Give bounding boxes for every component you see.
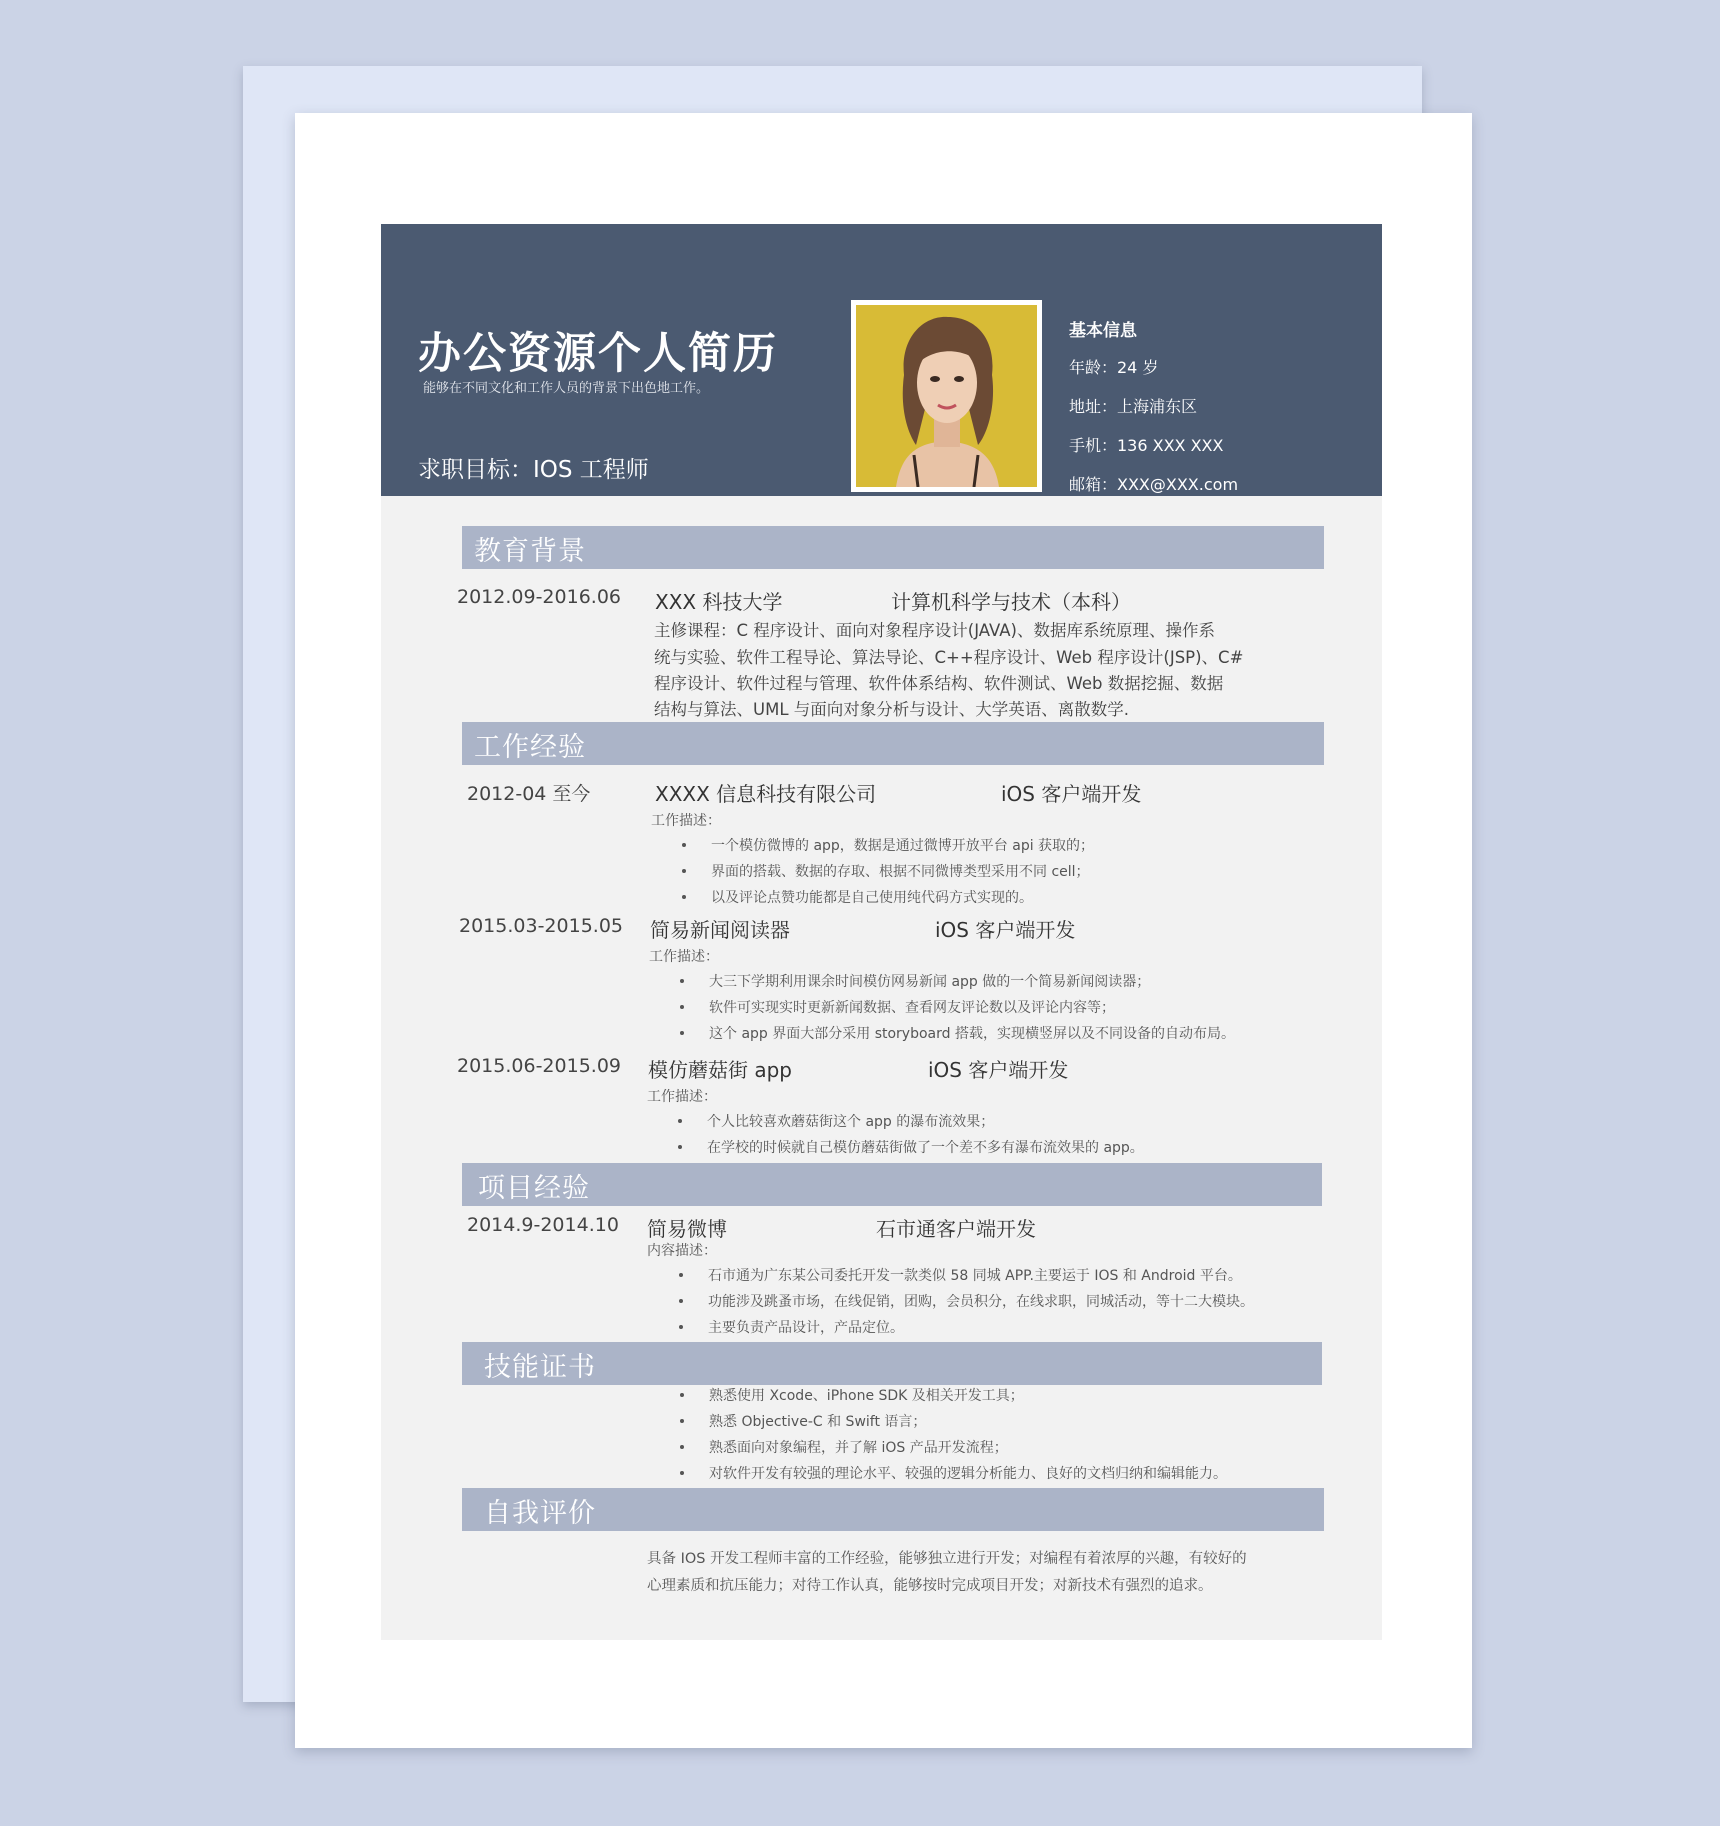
resume-subtitle: 能够在不同文化和工作人员的背景下出色地工作。 [423, 381, 710, 396]
profile-photo-frame [851, 300, 1042, 492]
bullet-dot [678, 1119, 682, 1123]
bullet-dot [680, 1419, 684, 1423]
work-desc-label: 工作描述： [647, 1089, 717, 1105]
portrait-illustration [856, 305, 1037, 487]
work-bullet: 软件可实现实时更新新闻数据、查看网友评论数以及评论内容等； [709, 1000, 1115, 1016]
work-bullet: 个人比较喜欢蘑菇街这个 app 的瀑布流效果； [707, 1114, 995, 1130]
project-date: 2014.9-2014.10 [467, 1214, 619, 1236]
section-header-project [462, 1163, 1322, 1206]
skill-bullet: 对软件开发有较强的理论水平、较强的逻辑分析能力、良好的文档归纳和编辑能力。 [709, 1466, 1227, 1482]
project-bullet: 功能涉及跳蚤市场，在线促销，团购，会员积分，在线求职，同城活动，等十二大模块。 [708, 1294, 1254, 1310]
education-school: XXX 科技大学 [655, 590, 783, 614]
work-company: XXXX 信息科技有限公司 [655, 782, 877, 806]
work-company: 简易新闻阅读器 [650, 918, 790, 942]
courses-line: 主修课程：C 程序设计、面向对象程序设计(JAVA)、数据库系统原理、操作系 [654, 621, 1215, 640]
work-bullet: 在学校的时候就自己模仿蘑菇街做了一个差不多有瀑布流效果的 app。 [707, 1140, 1144, 1156]
work-date: 2015.03-2015.05 [459, 915, 623, 937]
info-age: 年龄：24 岁 [1069, 358, 1159, 377]
bullet-dot [680, 1005, 684, 1009]
work-bullet: 界面的搭载、数据的存取、根据不同微博类型采用不同 cell； [711, 864, 1090, 880]
work-bullet: 以及评论点赞功能都是自己使用纯代码方式实现的。 [711, 890, 1033, 906]
skill-bullet: 熟悉面向对象编程，并了解 iOS 产品开发流程； [709, 1440, 1008, 1456]
work-role: iOS 客户端开发 [935, 918, 1076, 942]
bullet-dot [682, 843, 686, 847]
work-bullet: 一个模仿微博的 app，数据是通过微博开放平台 api 获取的； [711, 838, 1095, 854]
education-major: 计算机科学与技术（本科） [891, 590, 1131, 614]
work-desc-label: 工作描述： [651, 813, 721, 829]
info-email: 邮箱：XXX@XXX.com [1069, 475, 1239, 494]
section-title: 项目经验 [478, 1173, 590, 1204]
info-phone: 手机：136 XXX XXX [1069, 436, 1224, 455]
skill-bullet: 熟悉 Objective-C 和 Swift 语言； [709, 1414, 927, 1430]
self-eval-line: 心理素质和抗压能力；对待工作认真，能够按时完成项目开发；对新技术有强烈的追求。 [647, 1578, 1213, 1594]
section-header-self-eval [462, 1488, 1324, 1531]
section-header-education [462, 526, 1324, 569]
basic-info-heading: 基本信息 [1069, 321, 1137, 341]
bullet-dot [680, 1031, 684, 1035]
job-objective: 求职目标：IOS 工程师 [418, 457, 649, 483]
project-role: 石市通客户端开发 [876, 1217, 1036, 1241]
education-date: 2012.09-2016.06 [457, 586, 621, 608]
bullet-dot [682, 895, 686, 899]
work-bullet: 大三下学期利用课余时间模仿网易新闻 app 做的一个简易新闻阅读器； [709, 974, 1151, 990]
work-date: 2012-04 至今 [467, 783, 591, 805]
bullet-dot [679, 1325, 683, 1329]
project-bullet: 主要负责产品设计，产品定位。 [708, 1320, 904, 1336]
profile-photo [856, 305, 1037, 487]
work-bullet: 这个 app 界面大部分采用 storyboard 搭载，实现横竖屏以及不同设备的自动布局。 [709, 1026, 1235, 1042]
bullet-dot [680, 979, 684, 983]
self-eval-line: 具备 IOS 开发工程师丰富的工作经验，能够独立进行开发；对编程有着浓厚的兴趣，有较好的 [647, 1551, 1247, 1567]
section-header-skills [462, 1342, 1322, 1385]
bullet-dot [680, 1393, 684, 1397]
resume-header [381, 224, 1382, 496]
resume-page [381, 224, 1382, 1640]
bullet-dot [679, 1299, 683, 1303]
courses-line: 统与实验、软件工程导论、算法导论、C++程序设计、Web 程序设计(JSP)、C# [654, 648, 1244, 667]
section-title: 技能证书 [484, 1352, 596, 1383]
courses-line: 结构与算法、UML 与面向对象分析与设计、大学英语、离散数学. [654, 700, 1129, 719]
work-company: 模仿蘑菇街 app [648, 1058, 793, 1082]
section-title: 自我评价 [484, 1498, 596, 1529]
project-bullet: 石市通为广东某公司委托开发一款类似 58 同城 APP.主要运于 IOS 和 Android 平台。 [708, 1268, 1242, 1284]
info-address: 地址：上海浦东区 [1069, 397, 1198, 416]
work-desc-label: 工作描述： [649, 949, 719, 965]
section-header-work [462, 722, 1324, 765]
project-desc-label: 内容描述： [647, 1243, 717, 1259]
bullet-dot [680, 1471, 684, 1475]
project-name: 简易微博 [647, 1217, 727, 1241]
section-title: 工作经验 [474, 732, 586, 763]
bullet-dot [679, 1273, 683, 1277]
section-title: 教育背景 [474, 536, 586, 567]
courses-line: 程序设计、软件过程与管理、软件体系结构、软件测试、Web 数据挖掘、数据 [654, 674, 1224, 693]
work-date: 2015.06-2015.09 [457, 1055, 621, 1077]
bullet-dot [682, 869, 686, 873]
resume-title: 办公资源个人简历 [418, 329, 778, 379]
work-role: iOS 客户端开发 [928, 1058, 1069, 1082]
bullet-dot [680, 1445, 684, 1449]
bullet-dot [678, 1145, 682, 1149]
work-role: iOS 客户端开发 [1001, 782, 1142, 806]
skill-bullet: 熟悉使用 Xcode、iPhone SDK 及相关开发工具； [709, 1388, 1024, 1404]
